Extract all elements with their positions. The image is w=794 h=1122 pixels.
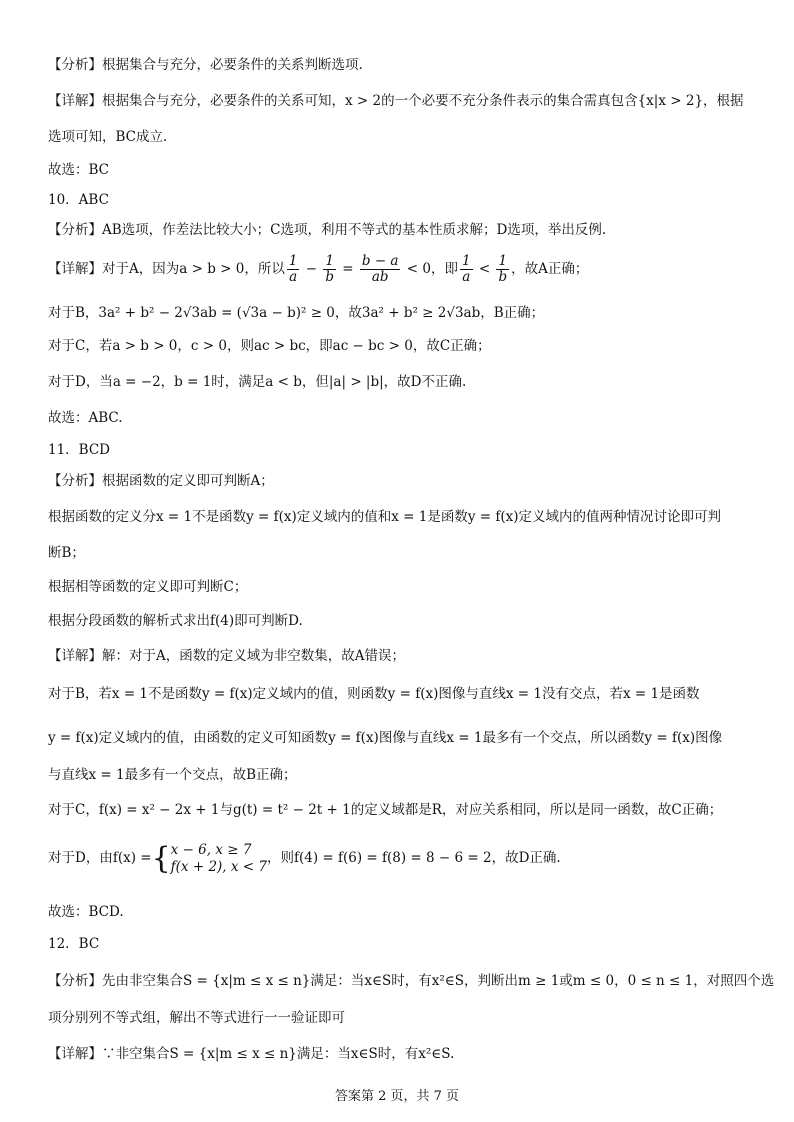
text-segment: ，则f(4) = f(6) = f(8) = 8 − 6 = 2，故D正确. — [266, 850, 561, 866]
text-line: 【详解】∵非空集合S = {x|m ≤ x ≤ n}满足：当x∈S时，有x²∈S. — [48, 1046, 455, 1062]
fraction: $\frac{1}{b}$ — [498, 253, 508, 285]
text-line: 对于C，f(x) = x² − 2x + 1与g(t) = t² − 2t + 1的定义域都是R，对应关系相同，所以是同一函数，故C正确； — [48, 802, 723, 818]
text-line: 故选：BC — [48, 162, 110, 178]
page-footer: 答案第 2 页，共 7 页 — [334, 1089, 460, 1104]
fraction: $\frac{1}{a}$ — [288, 253, 298, 285]
text-line: 对于B，若x = 1不是函数y = f(x)定义域内的值，则函数y = f(x)图像与直线x = 1没有交点，若x = 1是函数 — [48, 686, 700, 702]
text-line: 对于B，3a² + b² − 2√3ab = (√3a − b)² ≥ 0，故3a² + b² ≥ 2√3ab，B正确； — [48, 305, 545, 321]
left-brace: { — [151, 840, 171, 876]
text-line: 【详解】根据集合与充分，必要条件的关系可知，x > 2的一个必要不充分条件表示的集合需真包含{x|x > 2}，根据 — [48, 93, 744, 109]
question-number: 12．BC — [48, 936, 100, 952]
question-number: 10．ABC — [48, 192, 109, 208]
text-line-piecewise — [48, 840, 764, 876]
text-line: 与直线x = 1最多有一个交点，故B正确； — [48, 767, 297, 783]
text-line: 【分析】先由非空集合S = {x|m ≤ x ≤ n}满足：当x∈S时，有x²∈S，判断出m ≥ 1或m ≤ 0，0 ≤ n ≤ 1，对照四个选 — [48, 973, 775, 989]
text-segment: 对于D，由f(x) = — [48, 850, 152, 866]
text-line: 对于D，当a = −2，b = 1时，满足a < b，但|a| > |b|，故D不正确. — [48, 374, 467, 390]
case-row: f(x + 2), x < 7 — [170, 858, 267, 875]
text-line: 故选：ABC. — [48, 410, 123, 426]
text-line: 项分别列不等式组，解出不等式进行一一验证即可 — [48, 1010, 345, 1026]
text-segment: − — [301, 261, 322, 277]
text-line: 选项可知，BC成立. — [48, 129, 168, 145]
text-segment: ，故A正确； — [511, 261, 589, 277]
text-line: 故选：BCD. — [48, 904, 124, 920]
text-segment: < — [474, 261, 495, 277]
text-segment: = — [337, 261, 358, 277]
text-line: y = f(x)定义域内的值，由函数的定义可知函数y = f(x)图像与直线x = 1最多有一个交点，所以函数y = f(x)图像 — [48, 730, 723, 746]
text-line: 【分析】AB选项，作差法比较大小；C选项，利用不等式的基本性质求解；D选项，举出反例. — [48, 222, 607, 238]
text-line: 根据相等函数的定义即可判断C； — [48, 579, 248, 595]
text-line: 对于C，若a > b > 0，c > 0，则ac > bc，即ac − bc > 0，故C正确； — [48, 338, 491, 354]
text-line: 根据分段函数的解析式求出f(4)即可判断D. — [48, 613, 303, 629]
text-segment: < 0，即 — [402, 261, 458, 277]
fraction: $\frac{1}{b}$ — [325, 253, 334, 285]
text-line: 断B； — [48, 545, 85, 561]
fraction: $\frac{b - a}{ab}$ — [361, 253, 399, 285]
text-line: 【详解】解：对于A，函数的定义域为非空数集，故A错误； — [48, 648, 405, 664]
text-line: 【分析】根据函数的定义即可判断A； — [48, 473, 274, 489]
fraction: $\frac{1}{a}$ — [461, 253, 471, 285]
text-segment: 【详解】对于A，因为a > b > 0，所以 — [48, 261, 285, 277]
case-row: x − 6, x ≥ 7 — [170, 841, 252, 858]
question-number: 11．BCD — [48, 442, 111, 458]
piecewise-cases — [171, 842, 267, 876]
text-line: 根据函数的定义分x = 1不是函数y = f(x)定义域内的值和x = 1是函数y = f(x)定义域内的值两种情况讨论即可判 — [48, 509, 722, 525]
text-line-fractions — [48, 254, 764, 285]
text-line: 【分析】根据集合与充分，必要条件的关系判断选项. — [48, 57, 363, 73]
